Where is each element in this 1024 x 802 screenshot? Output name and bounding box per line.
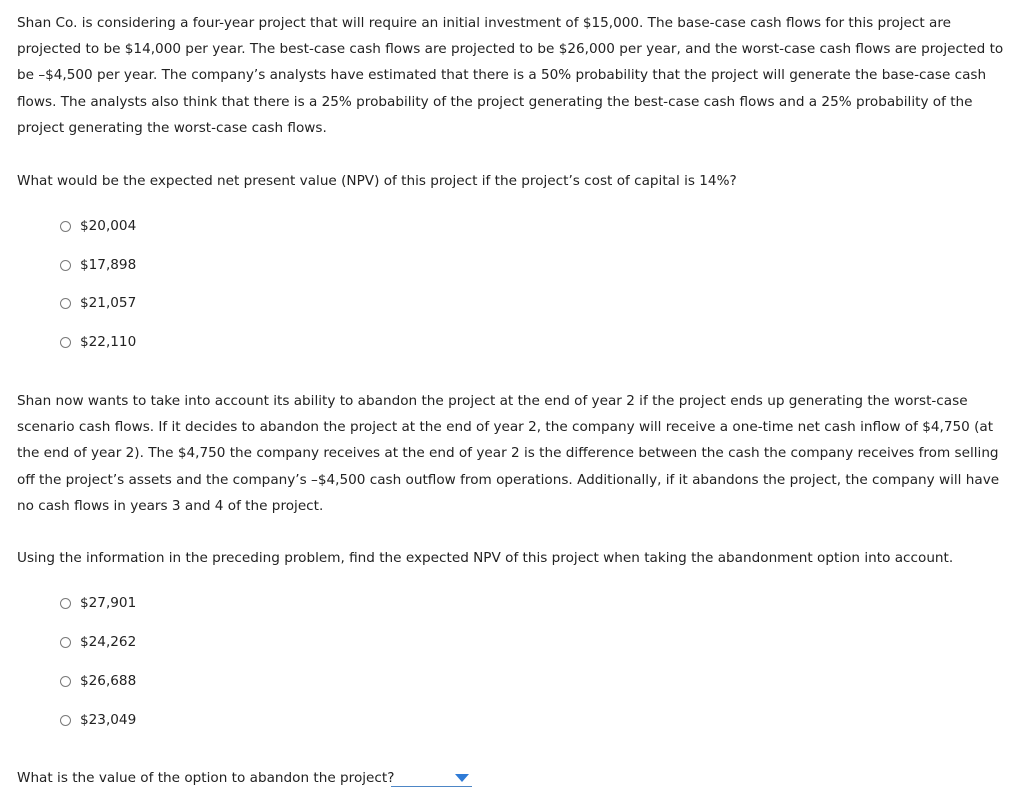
q2-option-1-label: $27,901 <box>80 595 137 611</box>
abandon-option-value-dropdown[interactable] <box>391 770 472 787</box>
q1-option-4[interactable] <box>60 332 136 352</box>
radio-button-icon[interactable] <box>60 637 71 648</box>
chevron-down-icon[interactable] <box>455 774 469 782</box>
q1-option-2-label: $17,898 <box>80 257 137 273</box>
radio-button-icon[interactable] <box>60 337 71 348</box>
q1-option-3-label: $21,057 <box>80 295 137 311</box>
question-2-prompt: Using the information in the preceding problem, find the expected NPV of this project when taking the abandonment option into account. <box>17 550 954 566</box>
radio-button-icon[interactable] <box>60 260 71 271</box>
q2-option-4-label: $23,049 <box>80 712 137 728</box>
q2-option-3-label: $26,688 <box>80 673 137 689</box>
radio-button-icon[interactable] <box>60 298 71 309</box>
q1-option-3[interactable] <box>60 293 136 313</box>
question-1-prompt: What would be the expected net present value (NPV) of this project if the project’s cost of capital is 14%? <box>17 173 737 189</box>
q1-option-2[interactable] <box>60 255 136 275</box>
q1-option-4-label: $22,110 <box>80 334 137 350</box>
radio-button-icon[interactable] <box>60 715 71 726</box>
q2-option-1[interactable] <box>60 593 136 613</box>
radio-button-icon[interactable] <box>60 676 71 687</box>
q2-option-2-label: $24,262 <box>80 634 137 650</box>
problem-statement: Shan Co. is considering a four-year project that will require an initial investment of $15,000. The base-case cash flows for this project are projected to be $14,000 per year. The best-case cash flows are projected to be $26,000 per year, and the worst-case cash flows are projected to be –$4,500 per year. The company’s analysts have estimated that there is a 50% probability that the project will generate the base-case cash flows. The analysts also think that there is a 25% probability of the project generating the best-case cash flows and a 25% probability of the project generating the worst-case cash flows. <box>17 15 1004 136</box>
radio-button-icon[interactable] <box>60 221 71 232</box>
q1-option-1[interactable] <box>60 216 136 236</box>
q1-option-1-label: $20,004 <box>80 218 137 234</box>
abandonment-statement: Shan now wants to take into account its ability to abandon the project at the end of year 2 if the project ends up generating the worst-case scenario cash flows. If it decides to abandon the project at the end of year 2, the company will receive a one-time net cash inflow of $4,750 (at the end of year 2). The $4,750 the company receives at the end of year 2 is the difference between the cash the company receives from selling off the project’s assets and the company’s –$4,500 cash outflow from operations. Additionally, if it abandons the project, the company will have no cash flows in years 3 and 4 of the project. <box>17 393 1000 514</box>
question-3-prompt: What is the value of the option to abandon the project? <box>17 770 395 786</box>
q2-option-2[interactable] <box>60 632 136 652</box>
radio-button-icon[interactable] <box>60 598 71 609</box>
q2-option-4[interactable] <box>60 710 136 730</box>
q2-option-3[interactable] <box>60 671 136 691</box>
